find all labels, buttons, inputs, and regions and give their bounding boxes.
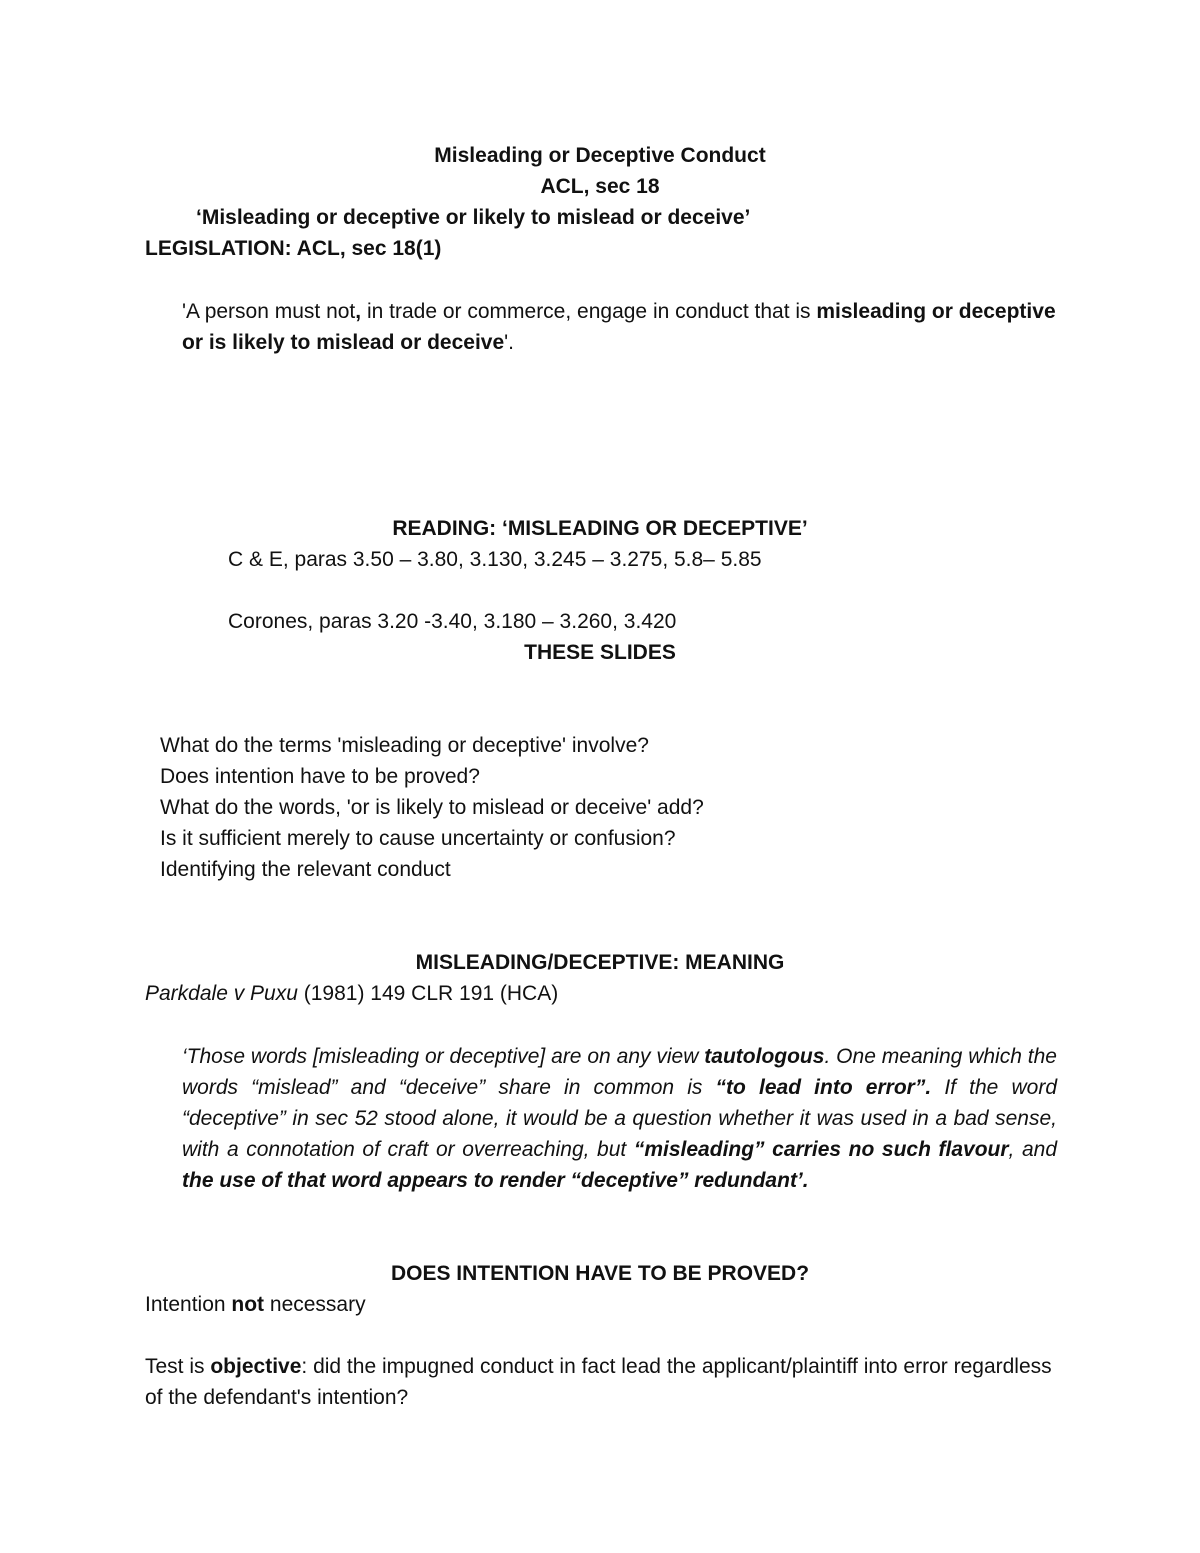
objective-test-paragraph: Test is objective: did the impugned conduct in fact lead the applicant/plaintiff into error regardless of the defendant's intention? xyxy=(145,1355,1052,1409)
case-reference: (1981) 149 CLR 191 (HCA) xyxy=(297,982,559,1005)
document-title: Misleading or Deceptive Conduct xyxy=(434,144,766,167)
list-item: Identifying the relevant conduct xyxy=(160,858,451,881)
list-item: Is it sufficient merely to cause uncertainty or confusion? xyxy=(160,827,676,850)
reading-line-slides: THESE SLIDES xyxy=(524,641,676,664)
document-subtitle: ACL, sec 18 xyxy=(540,175,660,198)
meaning-heading: MISLEADING/DECEPTIVE: MEANING xyxy=(415,951,785,974)
list-item: What do the terms 'misleading or deceptive' involve? xyxy=(160,734,649,757)
parkdale-quote: ‘Those words [misleading or deceptive] are on any view tautologous. One meaning which the words “mislead” and “deceive” share in common is “to lead into error”. If the word “deceptive” in sec 52 stood alone, it would be a question whether it was used in a bad sense, with a connotation of craft or overreaching, but “misleading” carries no such flavour, and the use of that word appears to render “deceptive” redundant’. xyxy=(182,1045,1057,1192)
intention-heading: DOES INTENTION HAVE TO BE PROVED? xyxy=(390,1262,810,1285)
case-citation xyxy=(145,978,558,1009)
case-name: Parkdale v Puxu xyxy=(145,982,298,1005)
reading-heading: READING: ‘MISLEADING OR DECEPTIVE’ xyxy=(392,517,808,540)
list-item: What do the words, 'or is likely to mislead or deceive' add? xyxy=(160,796,704,819)
intention-line: Intention not necessary xyxy=(145,1293,366,1316)
legislation-heading: LEGISLATION: ACL, sec 18(1) xyxy=(145,237,442,260)
reading-line-ce: C & E, paras 3.50 – 3.80, 3.130, 3.245 – 3.275, 5.8– 5.85 xyxy=(228,548,762,571)
list-item: Does intention have to be proved? xyxy=(160,765,480,788)
legislation-quote: 'A person must not, in trade or commerce, engage in conduct that is misleading or deceptive or is likely to mislead or deceive'. xyxy=(182,300,1056,354)
quote-heading: ‘Misleading or deceptive or likely to mislead or deceive’ xyxy=(196,206,751,229)
reading-line-corones: Corones, paras 3.20 -3.40, 3.180 – 3.260, 3.420 xyxy=(228,610,677,633)
